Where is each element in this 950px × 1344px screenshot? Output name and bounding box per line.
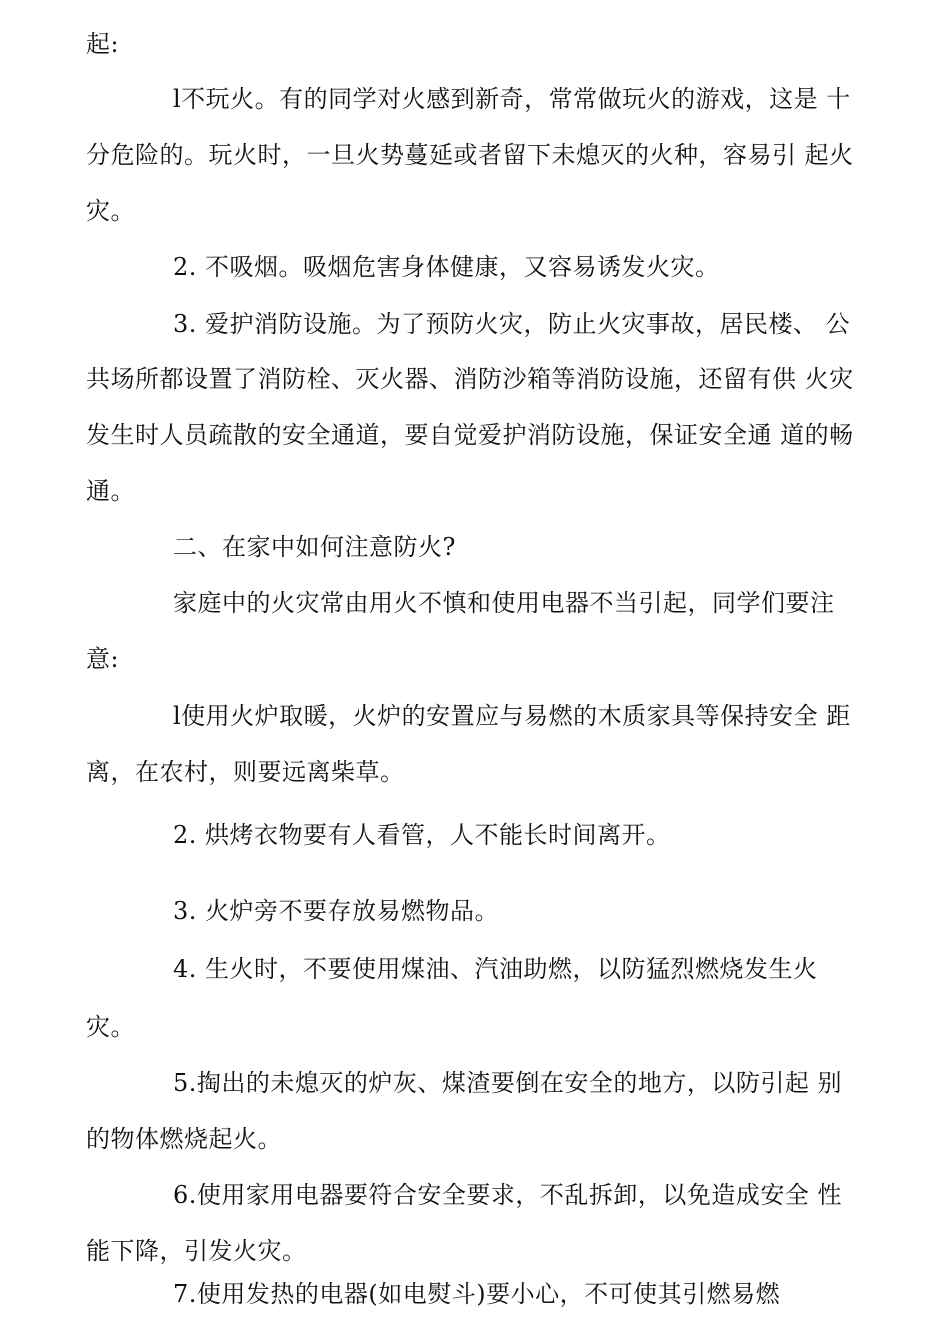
text-line: 共场所都设置了消防栓、灭火器、消防沙箱等消防设施，还留有供 火灾 [86, 365, 854, 393]
text-line: l不玩火。有的同学对火感到新奇，常常做玩火的游戏，这是 十 [173, 85, 851, 113]
text-line: 7.使用发热的电器(如电熨斗)要小心，不可使其引燃易燃 [173, 1280, 781, 1308]
text-line: 起: [86, 30, 120, 58]
text-line: 能下降，引发火灾。 [86, 1237, 307, 1265]
text-line: 3. 爱护消防设施。为了预防火灾，防止火灾事故，居民楼、 公 [173, 310, 851, 338]
text-line: 4. 生火时，不要使用煤油、汽油助燃，以防猛烈燃烧发生火 [173, 955, 818, 983]
text-line: 分危险的。玩火时，一旦火势蔓延或者留下未熄灭的火种，容易引 起火 [86, 141, 854, 169]
text-line: l使用火炉取暖，火炉的安置应与易燃的木质家具等保持安全 距 [173, 702, 851, 730]
text-line: 灾。 [86, 197, 135, 225]
text-line: 的物体燃烧起火。 [86, 1125, 282, 1153]
text-line: 意: [86, 645, 120, 673]
text-line: 灾。 [86, 1013, 135, 1041]
text-line: 2. 不吸烟。吸烟危害身体健康，又容易诱发火灾。 [173, 253, 720, 281]
text-line: 家庭中的火灾常由用火不慎和使用电器不当引起，同学们要注 [173, 589, 835, 617]
text-line: 2. 烘烤衣物要有人看管，人不能长时间离开。 [173, 821, 671, 849]
section-heading: 二、在家中如何注意防火? [173, 533, 456, 561]
text-line: 6.使用家用电器要符合安全要求，不乱拆卸，以免造成安全 性 [173, 1181, 843, 1209]
text-line: 通。 [86, 477, 135, 505]
text-line: 发生时人员疏散的安全通道，要自觉爱护消防设施，保证安全通 道的畅 [86, 421, 854, 449]
text-line: 3. 火炉旁不要存放易燃物品。 [173, 897, 500, 925]
text-line: 离，在农村，则要远离柴草。 [86, 758, 405, 786]
text-line: 5.掏出的未熄灭的炉灰、煤渣要倒在安全的地方，以防引起 别 [173, 1069, 843, 1097]
